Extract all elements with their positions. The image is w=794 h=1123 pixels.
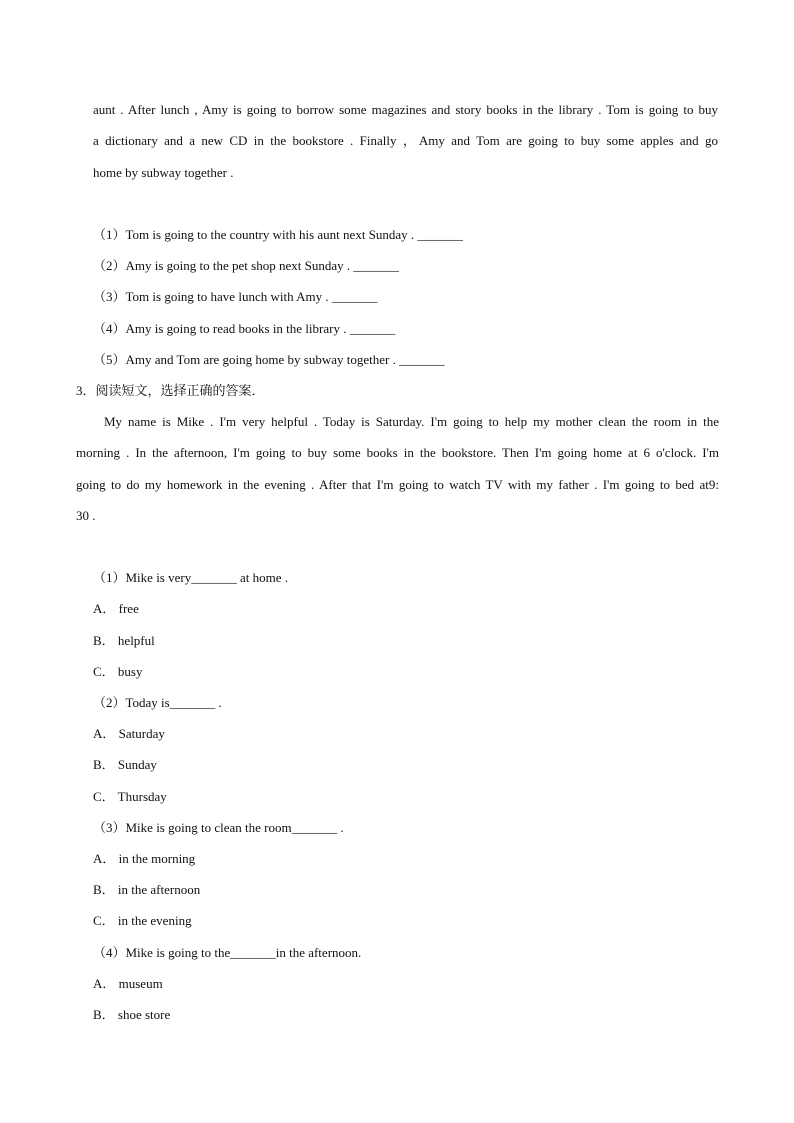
mc-option: C． busy: [93, 664, 143, 679]
passage-1-line: a dictionary and a new CD in the bookstore . Finally ，Amy and Tom are going to buy some apples and go: [93, 133, 718, 148]
passage-1-line: home by subway together .: [93, 165, 234, 180]
passage-2-line: morning . In the afternoon, I'm going to buy some books in the bookstore. Then I'm going home at 6 o'clock. I'm: [76, 445, 719, 460]
mc-option: B． in the afternoon: [93, 882, 201, 897]
mc-option: A． free: [93, 601, 139, 616]
mc-option: A． Saturday: [93, 726, 165, 741]
section-3-heading: 3．阅读短文，选择正确的答案．: [76, 383, 265, 398]
tf-question: （4）Amy is going to read books in the library . _______: [93, 321, 396, 336]
passage-2-line: going to do my homework in the evening . After that I'm going to watch TV with my father . I'm going to bed at9:: [76, 477, 719, 492]
mc-option: C． in the evening: [93, 913, 192, 928]
mc-option: B． shoe store: [93, 1007, 171, 1022]
passage-2-line: 30 .: [76, 508, 96, 523]
tf-question: （5）Amy and Tom are going home by subway together . _______: [93, 352, 445, 367]
mc-option: C． Thursday: [93, 789, 167, 804]
tf-question: （3）Tom is going to have lunch with Amy . _______: [93, 289, 378, 304]
passage-1-line: aunt . After lunch , Amy is going to borrow some magazines and story books in the library . Tom is going to buy: [93, 102, 718, 117]
mc-option: B． helpful: [93, 633, 155, 648]
mc-question: （2）Today is_______ .: [93, 695, 222, 710]
passage-2-line: My name is Mike . I'm very helpful . Today is Saturday. I'm going to help my mother clean the room in the: [104, 414, 719, 429]
mc-question: （3）Mike is going to clean the room_______ .: [93, 820, 344, 835]
tf-question: （1）Tom is going to the country with his aunt next Sunday . _______: [93, 227, 463, 242]
tf-question: （2）Amy is going to the pet shop next Sunday . _______: [93, 258, 399, 273]
mc-question: （1）Mike is very_______ at home .: [93, 570, 288, 585]
mc-option: A． in the morning: [93, 851, 196, 866]
mc-option: A． museum: [93, 976, 163, 991]
mc-question: （4）Mike is going to the_______in the afternoon.: [93, 945, 362, 960]
mc-option: B． Sunday: [93, 757, 157, 772]
